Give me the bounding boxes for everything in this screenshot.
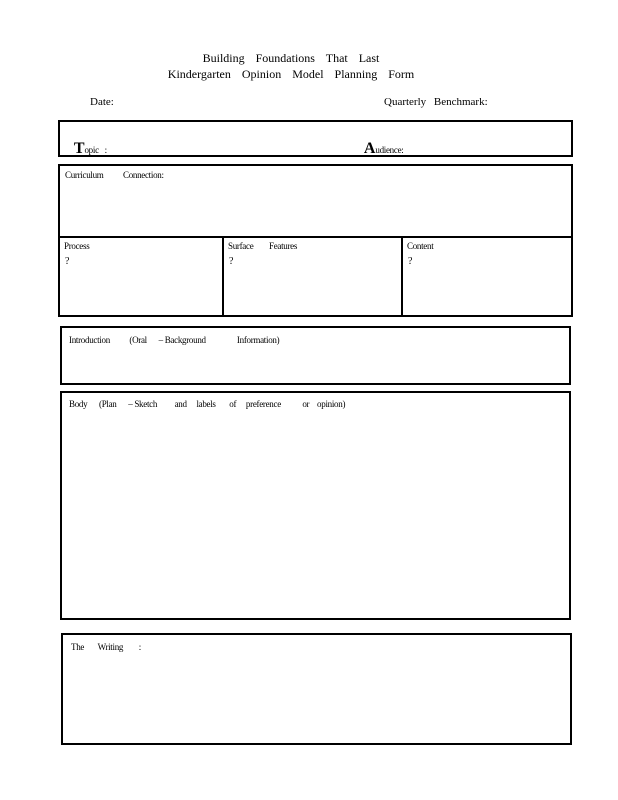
process-label: Process — [64, 241, 90, 251]
surface-features-mark: ? — [229, 256, 234, 267]
date-label: Date: — [90, 96, 114, 108]
content-mark: ? — [408, 256, 413, 267]
audience-initial: A — [363, 140, 376, 157]
planning-columns-box — [58, 236, 573, 317]
form-title-line-2: Kindergarten Opinion Model Planning Form — [167, 67, 415, 81]
process-mark: ? — [65, 256, 70, 267]
audience-label — [356, 130, 403, 168]
audience-rest: udience: — [375, 145, 404, 155]
surface-features-column — [224, 238, 403, 315]
writing-box — [61, 633, 572, 745]
surface-features-label: Surface Features — [228, 241, 298, 251]
topic-rest: opic : — [84, 145, 107, 155]
quarterly-benchmark-label: Quarterly Benchmark: — [384, 96, 488, 108]
topic-initial: T — [73, 140, 85, 157]
curriculum-connection-box — [58, 164, 573, 238]
body-label: Body (Plan – Sketch and labels of preference or opinion) — [69, 399, 346, 409]
writing-label: The Writing : — [71, 642, 141, 652]
introduction-box — [60, 326, 571, 385]
introduction-label: Introduction (Oral – Background Information) — [69, 335, 280, 345]
body-box — [60, 391, 571, 620]
topic-label — [66, 130, 107, 168]
curriculum-connection-label: Curriculum Connection: — [65, 170, 164, 180]
form-title-line-1: Building Foundations That Last — [202, 51, 380, 65]
content-column — [403, 238, 571, 315]
topic-audience-box — [58, 120, 573, 157]
content-label: Content — [407, 241, 434, 251]
process-column — [60, 238, 224, 315]
